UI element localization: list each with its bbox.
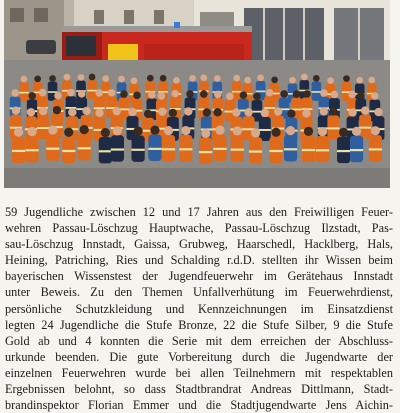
article-line: sau-Löschzug Innstadt, Gaissa, Grubweg, Haarschedl, Hacklberg, Hals, xyxy=(5,237,393,252)
article-line: Ergebnissen belohnt, so dass Stadtbrandrat Andreas Dittlmann, Stadt- xyxy=(5,382,393,397)
group-photo-scene xyxy=(4,0,390,188)
group-photo xyxy=(4,0,390,188)
article-line: 59 Jugendliche zwischen 12 und 17 Jahren aus den Freiwilligen Feuer- xyxy=(5,205,393,219)
article-line: unter Beweis. Zu den Themen Unfallverhütung im Feuerwehrdienst, xyxy=(5,285,393,300)
article-line: einzelnen Feuerwehren wurde bei allen Teilnehmern mit respektablen xyxy=(5,365,393,380)
article-line: wehren Passau-Löschzug Hauptwache, Passau-Löschzug Ilzstadt, Pas- xyxy=(5,221,393,236)
article-line: Heining, Patriching, Ries und Schalding r.d.D. stellten ihr Wissen beim xyxy=(5,253,393,268)
window xyxy=(154,10,164,24)
parked-car xyxy=(26,40,56,54)
article-text xyxy=(5,204,393,413)
window xyxy=(124,10,134,24)
article-line: urkunde beenden. Die gute Vorbereitung durch die Jugendwarte der xyxy=(5,349,393,364)
window xyxy=(94,10,104,24)
article-line: persönliche Schutzkleidung und Kennzeichnungen im Einsatzdienst xyxy=(5,301,393,316)
article-line: bayerischen Wissenstest der Jugendfeuerwehr im Gerätehaus Innstadt xyxy=(5,269,393,284)
window xyxy=(34,8,48,22)
article-line: legten 24 Jugendliche die Stufe Bronze, 22 die Stufe Silber, 9 die Stufe xyxy=(5,317,393,332)
window xyxy=(10,8,24,22)
ground-foreground xyxy=(4,168,390,188)
article-line: Gold ab und 4 konnten die Serie mit dem erreichen der Abschluss- xyxy=(5,333,393,348)
article-line: brandinspektor Florian Emmer und die Stadtjugendwarte Jens Aichin- xyxy=(5,398,393,413)
